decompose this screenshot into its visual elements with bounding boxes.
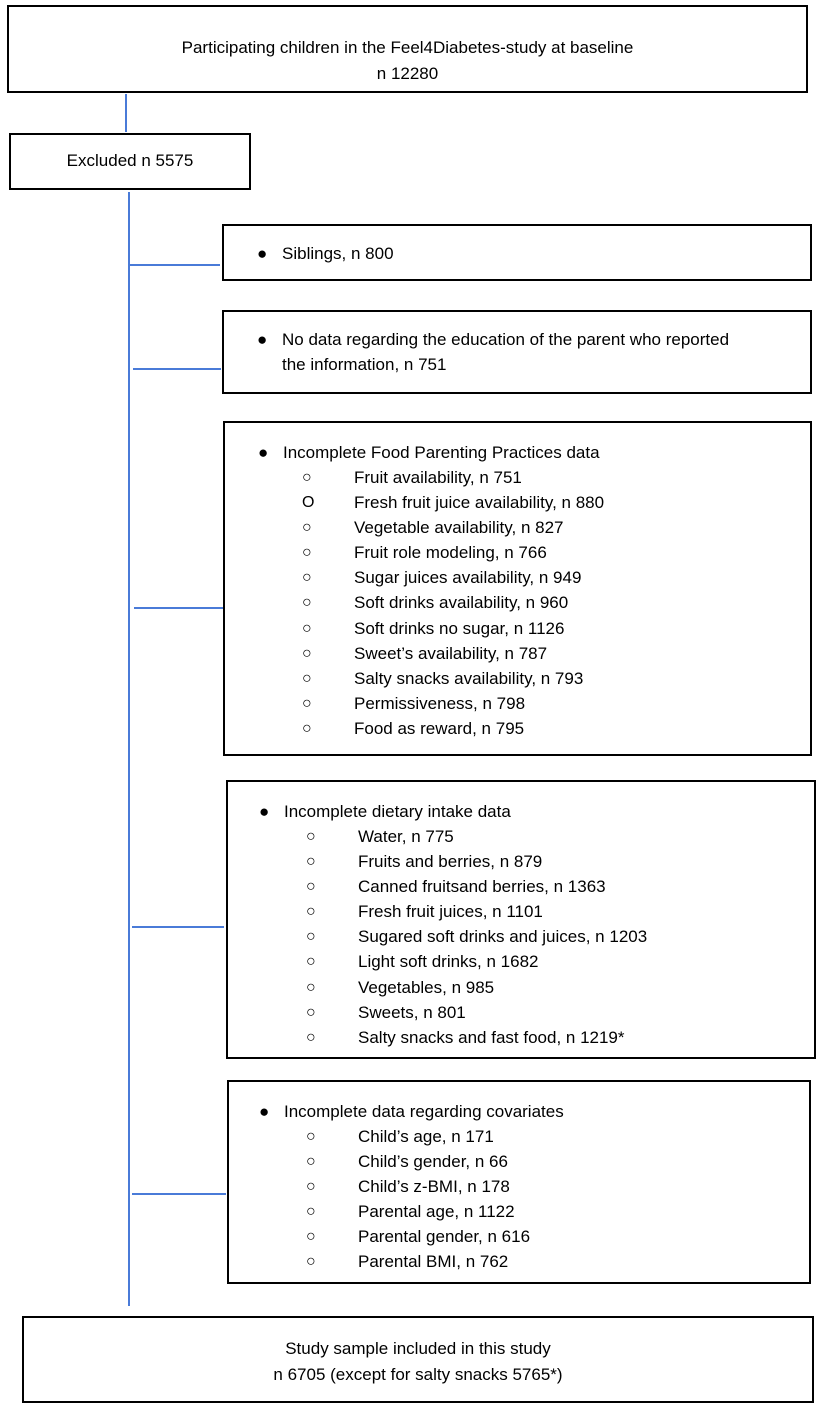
list-item: O Fresh fruit juice availability, n 880 xyxy=(354,490,604,515)
circle-bullet-icon: ○ xyxy=(306,978,316,996)
circle-bullet-icon: ○ xyxy=(302,669,312,687)
circle-bullet-icon: O xyxy=(302,494,315,512)
list-item: ○ Permissiveness, n 798 xyxy=(354,691,604,716)
circle-bullet-icon: ○ xyxy=(302,644,312,662)
circle-bullet-icon: ○ xyxy=(306,853,316,871)
circle-bullet-icon: ○ xyxy=(306,1203,316,1221)
list-item: ○ Sweets, n 801 xyxy=(358,1000,647,1025)
connector-trunk xyxy=(128,192,130,1306)
circle-bullet-icon: ○ xyxy=(306,1003,316,1021)
connector-top-to-excluded xyxy=(125,94,127,132)
circle-bullet-icon: ○ xyxy=(302,694,312,712)
circle-bullet-icon: ○ xyxy=(302,569,312,587)
study-sample-count: n 6705 (except for salty snacks 5765*) xyxy=(273,1365,563,1384)
circle-bullet-icon: ○ xyxy=(306,1153,316,1171)
list-item: ○ Fruit role modeling, n 766 xyxy=(354,540,604,565)
circle-bullet-icon: ○ xyxy=(302,619,312,637)
circle-bullet-icon: ○ xyxy=(306,928,316,946)
food-parenting-list xyxy=(302,465,605,741)
circle-bullet-icon: ○ xyxy=(302,719,312,737)
dietary-intake-title: Incomplete dietary intake data xyxy=(284,802,511,821)
circle-bullet-icon: ○ xyxy=(302,519,312,537)
baseline-title: Participating children in the Feel4Diabetes-study at baseline xyxy=(181,38,634,57)
circle-bullet-icon: ○ xyxy=(306,953,316,971)
education-line2: the information, n 751 xyxy=(282,355,447,374)
covariates-title: Incomplete data regarding covariates xyxy=(284,1102,564,1121)
study-sample-title: Study sample included in this study xyxy=(285,1339,551,1358)
circle-bullet-icon: ○ xyxy=(302,544,312,562)
list-item: ○ Vegetable availability, n 827 xyxy=(354,515,604,540)
list-item: ○ Salty snacks availability, n 793 xyxy=(354,666,604,691)
connector-fpp xyxy=(134,607,223,609)
circle-bullet-icon: ○ xyxy=(306,828,316,845)
list-item: ○ Fruit availability, n 751 xyxy=(354,465,604,490)
list-item: ○ Fresh fruit juices, n 1101 xyxy=(358,899,647,924)
list-item: ○ Salty snacks and fast food, n 1219* xyxy=(358,1025,647,1050)
excluded-label: Excluded n 5575 xyxy=(66,151,194,170)
education-box xyxy=(222,310,812,394)
circle-bullet-icon: ○ xyxy=(306,1128,316,1145)
circle-bullet-icon: ○ xyxy=(302,469,312,486)
covariates-list xyxy=(306,1124,531,1275)
baseline-count: n 12280 xyxy=(376,64,439,83)
connector-covariates xyxy=(132,1193,226,1195)
list-item: ○ Sugared soft drinks and juices, n 1203 xyxy=(358,924,647,949)
list-item: ○ Canned fruitsand berries, n 1363 xyxy=(358,874,647,899)
siblings-box xyxy=(222,224,812,281)
list-item: ○ Soft drinks no sugar, n 1126 xyxy=(354,616,604,641)
circle-bullet-icon: ○ xyxy=(306,1228,316,1246)
bullet-icon: ● xyxy=(257,244,268,263)
food-parenting-title: Incomplete Food Parenting Practices data xyxy=(283,443,600,462)
siblings-text: Siblings, n 800 xyxy=(282,244,394,263)
list-item: ○ Fruits and berries, n 879 xyxy=(358,849,647,874)
list-item: ○ Parental gender, n 616 xyxy=(358,1224,530,1249)
dietary-intake-box xyxy=(226,780,816,1059)
list-item: ○ Soft drinks availability, n 960 xyxy=(354,590,604,615)
connector-diet xyxy=(132,926,224,928)
circle-bullet-icon: ○ xyxy=(302,594,312,612)
list-item: ○ Food as reward, n 795 xyxy=(354,716,604,741)
circle-bullet-icon: ○ xyxy=(306,1178,316,1196)
list-item: ○ Light soft drinks, n 1682 xyxy=(358,949,647,974)
list-item: ○ Child’s z-BMI, n 178 xyxy=(358,1174,530,1199)
list-item: ○ Child’s age, n 171 xyxy=(358,1124,530,1149)
circle-bullet-icon: ○ xyxy=(306,1028,316,1046)
bullet-icon: ● xyxy=(257,330,268,349)
covariates-box xyxy=(227,1080,811,1284)
excluded-box xyxy=(9,133,251,190)
list-item: ○ Sweet’s availability, n 787 xyxy=(354,641,604,666)
list-item: ○ Child’s gender, n 66 xyxy=(358,1149,530,1174)
bullet-icon: ● xyxy=(259,802,270,821)
study-sample-box xyxy=(22,1316,814,1403)
connector-siblings xyxy=(128,264,220,266)
education-line1: No data regarding the education of the parent who reported xyxy=(282,330,730,349)
circle-bullet-icon: ○ xyxy=(306,878,316,896)
list-item: ○ Vegetables, n 985 xyxy=(358,975,647,1000)
list-item: ○ Parental BMI, n 762 xyxy=(358,1249,530,1274)
dietary-intake-list xyxy=(306,824,648,1050)
bullet-icon: ● xyxy=(258,443,269,462)
circle-bullet-icon: ○ xyxy=(306,903,316,921)
food-parenting-box xyxy=(223,421,812,756)
list-item: ○ Water, n 775 xyxy=(358,824,647,849)
bullet-icon: ● xyxy=(259,1102,270,1121)
connector-education xyxy=(133,368,221,370)
circle-bullet-icon: ○ xyxy=(306,1253,316,1271)
list-item: ○ Sugar juices availability, n 949 xyxy=(354,565,604,590)
baseline-participants-box xyxy=(7,5,808,93)
list-item: ○ Parental age, n 1122 xyxy=(358,1199,530,1224)
